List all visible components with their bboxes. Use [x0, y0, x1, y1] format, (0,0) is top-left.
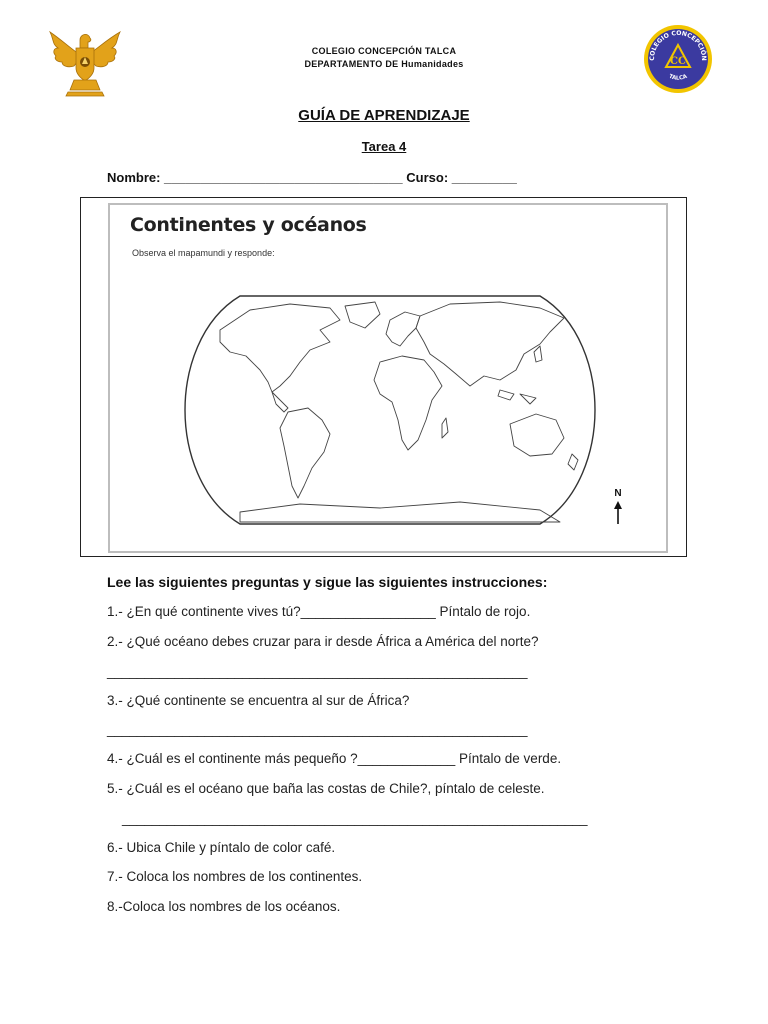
question-7: 7.- Coloca los nombres de los continentes. — [107, 869, 363, 884]
question-2: 2.- ¿Qué océano debes cruzar para ir desde África a América del norte? — [107, 634, 539, 649]
answer-line-2: ________________________________________________________ — [107, 664, 528, 679]
north-arrow-icon — [611, 500, 625, 531]
eagle-logo — [44, 26, 124, 98]
school-name: COLEGIO CONCEPCIÓN TALCA — [311, 46, 457, 56]
student-name-course-line: Nombre: _________________________________ Curso: _________ — [107, 170, 517, 185]
seal-initials: CC — [670, 56, 686, 67]
world-map — [180, 290, 600, 535]
answer-line-3: ________________________________________________________ — [107, 722, 528, 737]
question-6: 6.- Ubica Chile y píntalo de color café. — [107, 840, 336, 855]
answer-line-5: ______________________________________________________________ — [122, 811, 588, 826]
seal-top-text: COLEGIO CONCEPCIÓN — [648, 29, 708, 61]
question-8: 8.-Coloca los nombres de los océanos. — [107, 899, 341, 914]
question-3: 3.- ¿Qué continente se encuentra al sur de África? — [107, 693, 410, 708]
question-1: 1.- ¿En qué continente vives tú?__________________ Píntalo de rojo. — [107, 604, 531, 619]
seal-bottom-text: TALCA — [667, 73, 689, 82]
map-title: Continentes y océanos — [130, 214, 367, 236]
instructions-heading: Lee las siguientes preguntas y sigue las siguientes instrucciones: — [107, 574, 548, 590]
question-5: 5.- ¿Cuál es el océano que baña las costas de Chile?, píntalo de celeste. — [107, 781, 545, 796]
department-name: DEPARTAMENTO DE Humanidades — [304, 59, 464, 69]
question-4: 4.- ¿Cuál es el continente más pequeño ?_____________ Píntalo de verde. — [107, 751, 562, 766]
task-number: Tarea 4 — [361, 139, 407, 154]
north-label: N — [614, 488, 622, 499]
school-seal-logo — [642, 23, 714, 95]
page-title: GUÍA DE APRENDIZAJE — [298, 107, 470, 124]
map-subtitle: Observa el mapamundi y responde: — [132, 248, 275, 258]
